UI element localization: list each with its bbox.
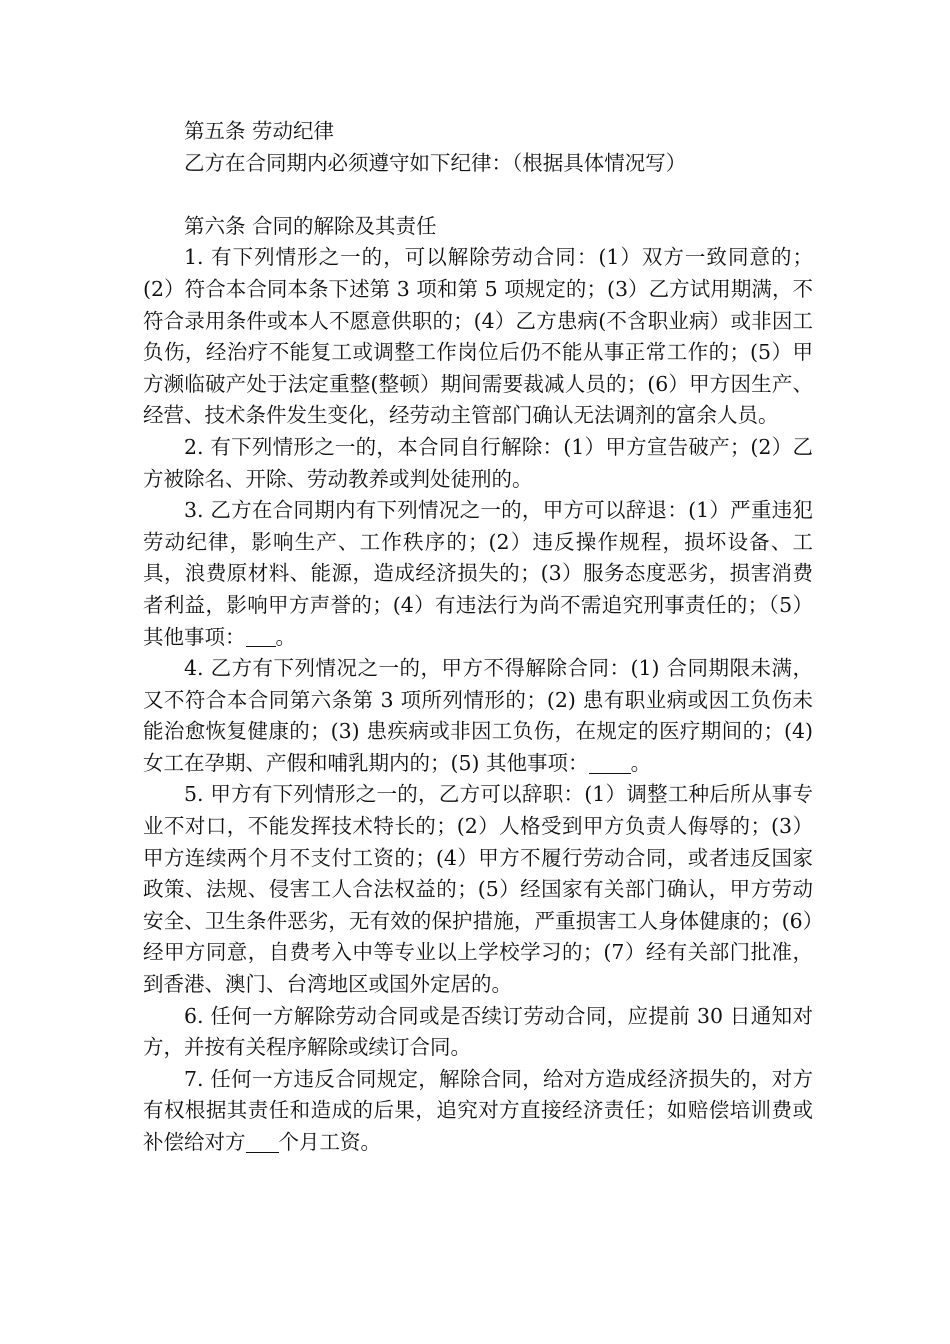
clause-4-end: 。: [630, 750, 652, 775]
clause-5: 5. 甲方有下列情形之一的，乙方可以辞职：(1）调整工种后所从事专业不对口，不能发挥技术特长的；(2）人格受到甲方负责人侮辱的；(3）甲方连续两个月不支付工资的；(4）甲方不履行劳动合同，或者违反国家政策、法规、侵害工人合法权益的；(5）经国家有关部门确认，甲方劳动安全、卫生条件恶劣，无有效的保护措施，严重损害工人身体健康的；(6）经甲方同意，自费考入中等专业以上学校学习的；(7）经有关部门批准，到香港、澳门、台湾地区或国外定居的。: [143, 782, 813, 997]
paragraph-gap: [143, 179, 813, 211]
article5-text: 乙方在合同期内必须遵守如下纪律：（根据具体情况写）: [184, 150, 687, 175]
clause-6: 6. 任何一方解除劳动合同或是否续订劳动合同，应提前 30 日通知对方，并按有关程序解除或续订合同。: [143, 1003, 813, 1060]
fill-in-blank[interactable]: [589, 751, 631, 774]
clause-4-text: 4. 乙方有下列情况之一的，甲方不得解除合同：(1) 合同期限未满，又不符合本合同第六条第 3 项所列情形的；(2) 患有职业病或因工负伤未能治愈恢复健康的；(3) 患疾病或非因工负伤，在规定的医疗期间的；(4) 女工在孕期、产假和哺乳期内的；(5) 其他事项：: [143, 656, 813, 775]
contract-body: [143, 116, 813, 1159]
article5-heading: 第五条 劳动纪律: [184, 119, 335, 143]
clause-7: [143, 1064, 813, 1159]
article6-heading: 第六条 合同的解除及其责任: [184, 213, 437, 238]
clause-3-text: 3. 乙方在合同期内有下列情况之一的，甲方可以辞退：(1）严重违犯劳动纪律，影响生产、工作秩序的；(2）违反操作规程，损坏设备、工具，浪费原材料、能源，造成经济损失的；(3）服务态度恶劣，损害消费者利益，影响甲方声誉的；(4）有违法行为尚不需追究刑事责任的；（5）其他事项：: [143, 498, 813, 649]
clause-2: 2. 有下列情形之一的，本合同自行解除：(1）甲方宣告破产；(2）乙方被除名、开除、劳动教养或判处徒刑的。: [143, 434, 813, 491]
clause-3: [143, 495, 813, 653]
fill-in-blank[interactable]: [246, 1130, 279, 1153]
clause-7-end: 个月工资。: [278, 1130, 381, 1154]
clause-7-text: 7. 任何一方违反合同规定，解除合同，给对方造成经济损失的，对方有权根据其责任和造成的后果，追究对方直接经济责任；如赔偿培训费或补偿给对方: [143, 1066, 813, 1154]
fill-in-blank[interactable]: [246, 625, 276, 648]
clause-1: 1. 有下列情形之一的，可以解除劳动合同：(1）双方一致同意的；(2）符合本合同本条下述第 3 项和第 5 项规定的；(3）乙方试用期满，不符合录用条件或本人不愿意供职的；(4）乙方患病(不含职业病）或非因工负伤，经治疗不能复工或调整工作岗位后仍不能从事正常工作的；(5）甲方濒临破产处于法定重整(整顿）期间需要裁减人员的；(6）甲方因生产、经营、技术条件发生变化，经劳动主管部门确认无法调剂的富余人员。: [143, 245, 813, 428]
clause-4: [143, 653, 813, 779]
clause-3-end: 。: [275, 624, 296, 649]
